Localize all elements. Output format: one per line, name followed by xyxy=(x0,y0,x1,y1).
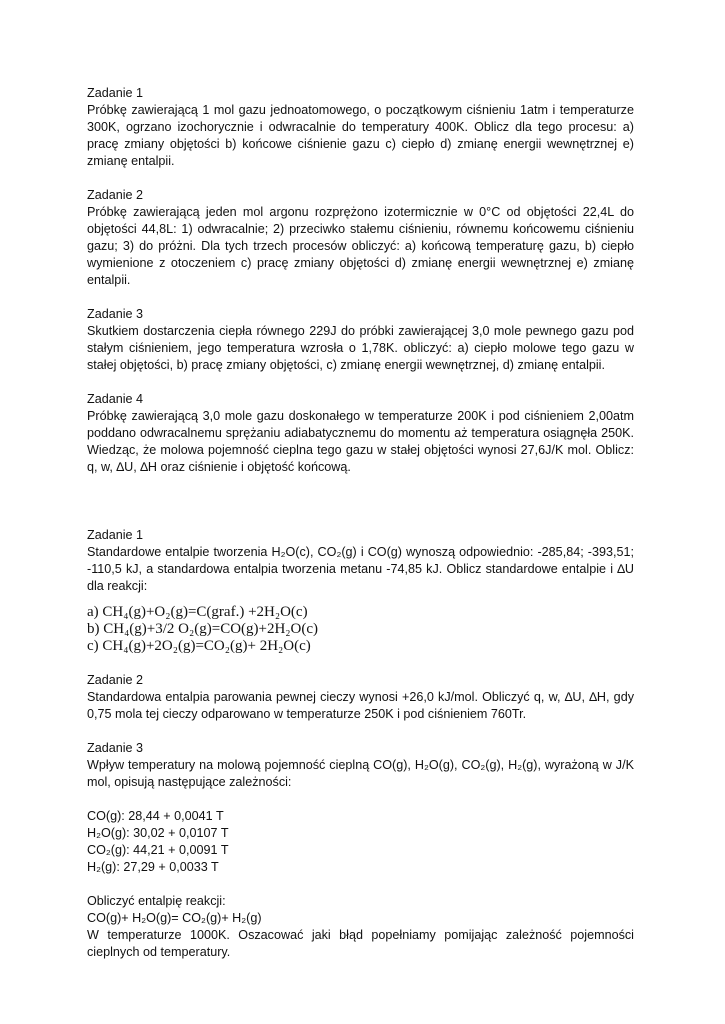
heat-capacity-formula: H₂(g): 27,29 + 0,0033 T xyxy=(87,860,219,874)
task-title: Zadanie 2 xyxy=(87,188,144,202)
reaction-line: a) CH₄(g)+O₂(g)=C(graf.) +2H₂O(c) xyxy=(87,604,308,620)
task-text: Standardowa entalpia parowania pewnej cieczy wynosi +26,0 kJ/mol. Obliczyć q, w, ∆U, ∆H, gdy 0,75 mola tej cieczy odparowano w temperaturze 250K i pod ciśnieniem 760Tr. xyxy=(87,690,634,721)
heat-capacity-formula: CO(g): 28,44 + 0,0041 T xyxy=(87,809,224,823)
task-title: Zadanie 3 xyxy=(87,741,144,755)
heat-capacity-formula: CO₂(g): 44,21 + 0,0091 T xyxy=(87,843,229,857)
task-text: Skutkiem dostarczenia ciepła równego 229J do próbki zawierającej 3,0 mole pewnego gazu pod stałym ciśnieniem, jego temperatura wzrosła o 1,78K. obliczyć: a) ciepło molowe tego gazu w stałej objętości, b) pracę zmiany objętości, c) zmianę energii wewnętrznej, d) zmianę entalpii. xyxy=(87,324,634,372)
heat-capacity-formula: H₂O(g): 30,02 + 0,0107 T xyxy=(87,826,229,840)
task-title: Zadanie 3 xyxy=(87,307,144,321)
task-title: Zadanie 1 xyxy=(87,528,144,542)
task-instruction: Obliczyć entalpię reakcji: xyxy=(87,894,226,908)
reaction-line: c) CH₄(g)+2O₂(g)=CO₂(g)+ 2H₂O(c) xyxy=(87,638,311,654)
task-text: Próbkę zawierającą 1 mol gazu jednoatomowego, o początkowym ciśnieniu 1atm i temperaturze 300K, ogrzano izochorycznie i odwracalnie do temperatury 400K. Oblicz dla tego procesu: a) pracę zmiany objętości b) końcowe ciśnienie gazu c) ciepło d) zmianę energii wewnętrznej e) zmianę entalpii. xyxy=(87,103,634,168)
task-text: Standardowe entalpie tworzenia H₂O(c), CO₂(g) i CO(g) wynoszą odpowiednio: -285,84; -393,51; -110,5 kJ, a standardowa entalpia tworzenia metanu -74,85 kJ. Oblicz standardowe entalpie i ∆U dla reakcji: xyxy=(87,545,634,593)
task-text: Wpływ temperatury na molową pojemność cieplną CO(g), H₂O(g), CO₂(g), H₂(g), wyrażoną w J/K mol, opisują następujące zależności: xyxy=(87,758,634,789)
reaction-line: CO(g)+ H₂O(g)= CO₂(g)+ H₂(g) xyxy=(87,911,262,925)
reaction-line: b) CH₄(g)+3/2 O₂(g)=CO(g)+2H₂O(c) xyxy=(87,621,319,637)
task-text: W temperaturze 1000K. Oszacować jaki błąd popełniamy pomijając zależność pojemności cieplnych od temperatury. xyxy=(87,928,634,959)
task-text: Próbkę zawierającą 3,0 mole gazu doskonałego w temperaturze 200K i pod ciśnieniem 2,00atm poddano odwracalnemu sprężaniu adiabatycznemu do momentu aż temperatura osiągnęła 250K. Wiedząc, że molowa pojemność cieplna tego gazu w stałej objętości wynosi 27,6J/K mol. Oblicz: q, w, ∆U, ∆H oraz ciśnienie i objętość końcową. xyxy=(87,409,634,474)
task-title: Zadanie 1 xyxy=(87,86,144,100)
task-title: Zadanie 2 xyxy=(87,673,144,687)
task-text: Próbkę zawierającą jeden mol argonu rozprężono izotermicznie w 0°C od objętości 22,4L do objętości 44,8L: 1) odwracalnie; 2) przeciwko stałemu ciśnieniu, równemu końcowemu ciśnieniu gazu; 3) do próżni. Dla tych trzech procesów obliczyć: a) końcową temperaturę gazu, b) ciepło wymienione z otoczeniem c) pracę zmiany objętości d) zmianę energii wewnętrznej e) zmianę entalpii. xyxy=(87,205,634,287)
document-page xyxy=(87,85,634,961)
task-title: Zadanie 4 xyxy=(87,392,144,406)
